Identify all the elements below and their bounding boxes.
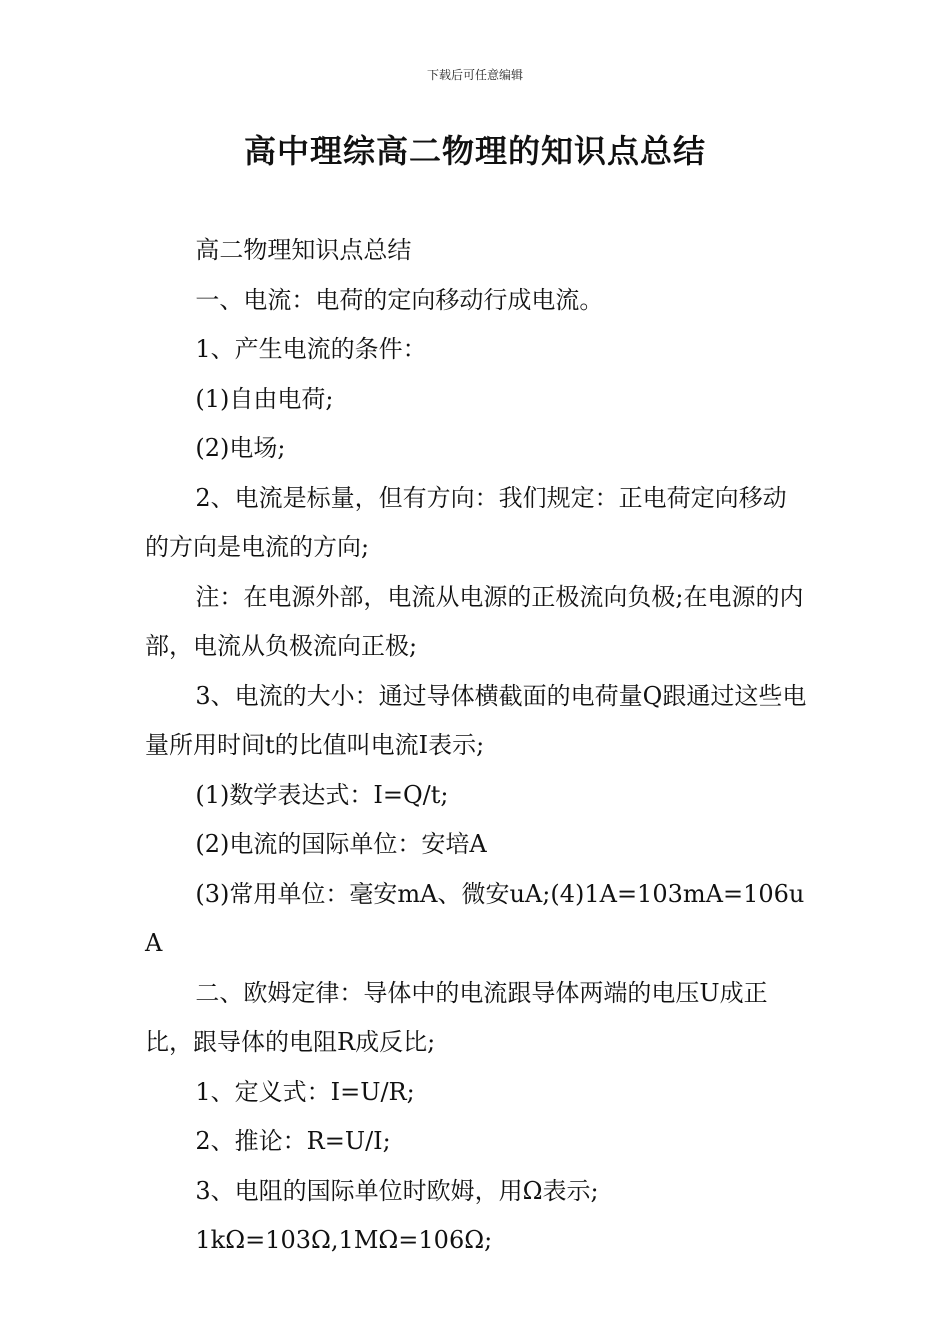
paragraph: (1)自由电荷; xyxy=(195,384,334,413)
document-body xyxy=(145,226,810,1266)
header-note: 下载后可任意编辑 xyxy=(426,68,523,82)
paragraph: 1、产生电流的条件： xyxy=(195,335,427,363)
paragraph: 二、欧姆定律：导体中的电流跟导体两端的电压U成正比，跟导体的电阻R成反比; xyxy=(145,978,768,1056)
paragraph: 3、电流的大小：通过导体横截面的电荷量Q跟通过这些电量所用时间t的比值叫电流I表示; xyxy=(145,681,807,759)
paragraph: (3)常用单位：毫安mA、微安uA;(4)1A=103mA=106uA xyxy=(145,879,805,957)
paragraph: (1)数学表达式：I=Q/t; xyxy=(195,780,449,809)
document-title: 高中理综高二物理的知识点总结 xyxy=(243,132,706,170)
paragraph: 3、电阻的国际单位时欧姆，用Ω表示; xyxy=(195,1176,599,1205)
paragraph: 注：在电源外部，电流从电源的正极流向负极;在电源的内部，电流从负极流向正极; xyxy=(145,582,804,660)
paragraph: 一、电流：电荷的定向移动行成电流。 xyxy=(195,285,604,314)
paragraph: (2)电流的国际单位：安培A xyxy=(195,830,487,858)
paragraph: 2、电流是标量，但有方向：我们规定：正电荷定向移动的方向是电流的方向; xyxy=(145,483,787,561)
paragraph: (2)电场; xyxy=(195,434,286,462)
paragraph: 高二物理知识点总结 xyxy=(195,236,412,264)
paragraph: 1、定义式：I=U/R; xyxy=(195,1077,415,1106)
paragraph: 2、推论：R=U/I; xyxy=(195,1127,391,1155)
paragraph: 1kΩ=103Ω,1MΩ=106Ω; xyxy=(195,1226,493,1254)
